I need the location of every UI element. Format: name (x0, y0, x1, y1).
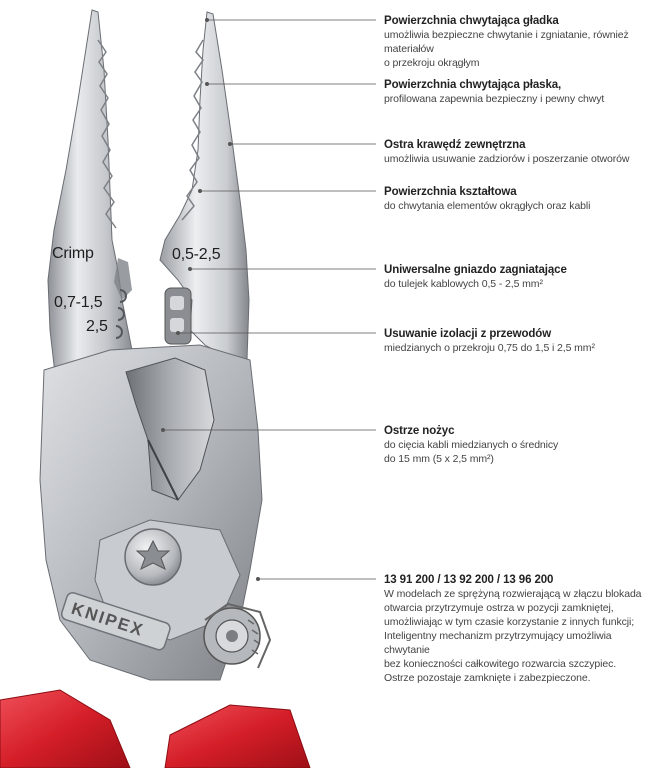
annotation-spring-lock-models (384, 573, 656, 685)
crimp-range-large-label: 0,5-2,5 (172, 246, 221, 263)
annotation-title: Powierzchnia chwytająca gładka (384, 15, 559, 27)
annotation-desc: miedzianych o przekroju 0,75 do 1,5 i 2,5 mm² (384, 342, 595, 354)
left-handle (0, 690, 130, 768)
annotation-desc: do tulejek kablowych 0,5 - 2,5 mm² (384, 278, 543, 290)
leader-dot (176, 331, 179, 334)
annotation-title: Usuwanie izolacji z przewodów (384, 328, 552, 340)
strip-range-small-label: 0,7-1,5 (54, 294, 103, 311)
annotation-title: Ostra krawędź zewnętrzna (384, 139, 526, 151)
leader-dot (205, 18, 208, 21)
leader-dot (198, 189, 201, 192)
crimp-label: Crimp (52, 245, 94, 262)
annotation-title: Uniwersalne gniazdo zagniatające (384, 264, 567, 276)
annotation-desc: do chwytania elementów okrągłych oraz kabli (384, 200, 591, 212)
leader-dot (188, 267, 191, 270)
annotation-desc: do cięcia kabli miedzianych o średnicy do 15 mm (5 x 2,5 mm²) (384, 439, 559, 465)
annotation-desc: profilowana zapewnia bezpieczny i pewny chwyt (384, 93, 605, 105)
leader-dot (256, 577, 259, 580)
brand-logo-text: KNIPEX (69, 598, 147, 641)
annotation-title: Powierzchnia kształtowa (384, 186, 517, 198)
annotation-smooth-grip (384, 14, 656, 70)
annotation-title: Ostrze nożyc (384, 425, 455, 437)
annotation-cutter-blade (384, 424, 656, 466)
annotation-title: Powierzchnia chwytająca płaska, (384, 79, 562, 91)
annotation-crimp-socket (384, 263, 656, 291)
annotation-flat-grip (384, 78, 656, 106)
strip-size-label: 2,5 (86, 318, 108, 335)
annotation-title: 13 91 200 / 13 92 200 / 13 96 200 (384, 574, 554, 586)
left-jaw (48, 10, 132, 400)
right-handle (165, 705, 310, 768)
annotation-insulation-stripping (384, 327, 656, 355)
annotation-desc: umożliwia bezpieczne chwytanie i zgniatanie, również materiałów o przekroju okrągłym (384, 29, 629, 69)
leader-dot (161, 428, 164, 431)
leader-dot (205, 82, 208, 85)
annotation-desc: umożliwia usuwanie zadziorów i poszerzanie otworów (384, 153, 630, 165)
annotation-sharp-edge (384, 138, 656, 166)
annotation-desc: W modelach ze sprężyną rozwierającą w złączu blokada otwarcia przytrzymuje ostrza w pozycji zamkniętej, umożliwiając w tym czasie korzystanie z innych funkcji; Inteligentny mechanizm przytrzymujący umożliwia chwytanie bez konieczności całkowitego rozwarcia szczypiec. Ostrze pozostaje zamknięte i zabezpieczone. (384, 588, 642, 684)
leader-dot (228, 142, 231, 145)
annotation-shaped-surface (384, 185, 656, 213)
